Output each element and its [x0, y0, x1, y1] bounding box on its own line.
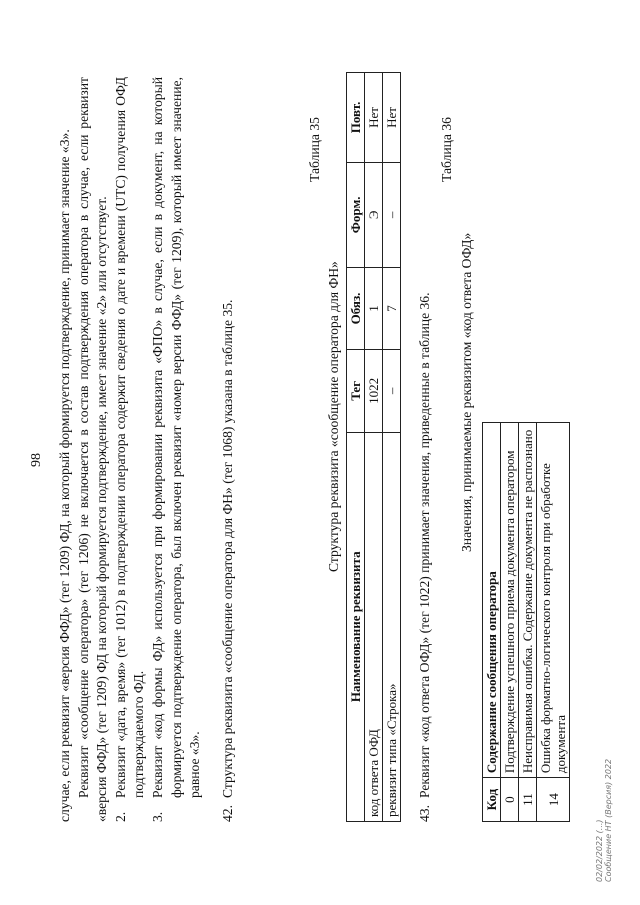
table-cell: 0: [501, 778, 519, 822]
table-36: [482, 422, 570, 822]
paragraph-continuation: случае, если реквизит «версия ФФД» (тег 1209) ФД, на который формируется подтверждение, принимает значение «3».: [57, 129, 72, 822]
list-item-2: [112, 77, 149, 822]
table-row: [519, 423, 537, 822]
list-item-number: 3.: [149, 811, 165, 822]
table-header-cell: Обяз.: [347, 267, 365, 349]
section-43-heading: [416, 77, 435, 822]
table-header-row: [347, 73, 365, 822]
table-cell: 14: [537, 778, 570, 822]
table-cell: –: [383, 350, 401, 432]
list-item-3: [149, 77, 205, 822]
table-36-caption: Значения, принимаемые реквизитом «код ответа ОФД»: [459, 232, 474, 552]
table-cell: Неисправимая ошибка. Содержание документа не распознано: [519, 423, 537, 778]
table-row: [383, 73, 401, 822]
table-cell: 1: [365, 267, 383, 349]
section-number: 42.: [219, 805, 235, 822]
table-row: [501, 423, 519, 822]
list-item-text: Реквизит «дата, время» (тег 1012) в подтверждении оператора содержит сведения о дате и времени (UTC) получения ОФД подтверждаемого ФД.: [112, 77, 147, 798]
section-42-heading: [219, 77, 238, 822]
table-cell: –: [383, 162, 401, 267]
table-header-cell: Тег: [347, 350, 365, 432]
section-text: Структура реквизита «сообщение оператора для ФН» (тег 1068) указана в таблице 35.: [219, 299, 235, 798]
page-number: 98: [29, 453, 44, 467]
table-cell: Э: [365, 162, 383, 267]
table-header-cell: Наименование реквизита: [347, 432, 365, 821]
table-row: [365, 73, 383, 822]
table-cell: Подтверждение успешного приема документа оператором: [501, 423, 519, 778]
table-cell: Нет: [365, 73, 383, 163]
rotated-page-content: [20, 22, 620, 882]
table-35-label: Таблица 35: [307, 117, 322, 182]
table-36-label: Таблица 36: [439, 117, 454, 182]
table-cell: код ответа ОФД: [365, 432, 383, 821]
table-cell: реквизит типа «Строка»: [383, 432, 401, 821]
table-header-cell: Повт.: [347, 73, 365, 163]
table-header-cell: Форм.: [347, 162, 365, 267]
list-item-number: 2.: [112, 811, 128, 822]
scan-note-line: 02/02/2022 (...): [595, 819, 604, 882]
table-header-cell: Код: [483, 778, 501, 822]
table-cell: 1022: [365, 350, 383, 432]
table-row: [537, 423, 570, 822]
section-number: 43.: [417, 805, 432, 822]
table-cell: Нет: [383, 73, 401, 163]
scan-note-line: Сообщение НТ (Версия) 2022: [604, 758, 613, 882]
table-cell: 11: [519, 778, 537, 822]
table-header-cell: Содержание сообщения оператора: [483, 423, 501, 778]
scan-watermark-note: [595, 759, 613, 882]
table-35: [346, 72, 401, 822]
section-text: Реквизит «код ответа ОФД» (тег 1022) принимает значения, приведенные в таблице 36.: [417, 292, 432, 798]
table-header-row: [483, 423, 501, 822]
body-text: [56, 77, 237, 822]
table-cell: 7: [383, 267, 401, 349]
table-35-caption: Структура реквизита «сообщение оператора для ФН»: [326, 261, 341, 572]
table-cell: Ошибка форматно-логического контроля при обработке документа: [537, 423, 570, 778]
list-item-text: Реквизит «код формы ФД» используется при формировании реквизита «ФПО» в случае, если в документ, на который формируется подтверждение оператора, был включен реквизит «номер версии ФФД» (тег 1209), который имеет значение, равное «3».: [149, 77, 203, 798]
paragraph-operator-message: Реквизит «сообщение оператора» (тег 1206) не включается в состав подтверждения оператора в случае, если реквизит «версия ФФД» (тег 1209) ФД на который формируется подтверждение, имеет значение «2» или отсутствует.: [75, 77, 110, 822]
